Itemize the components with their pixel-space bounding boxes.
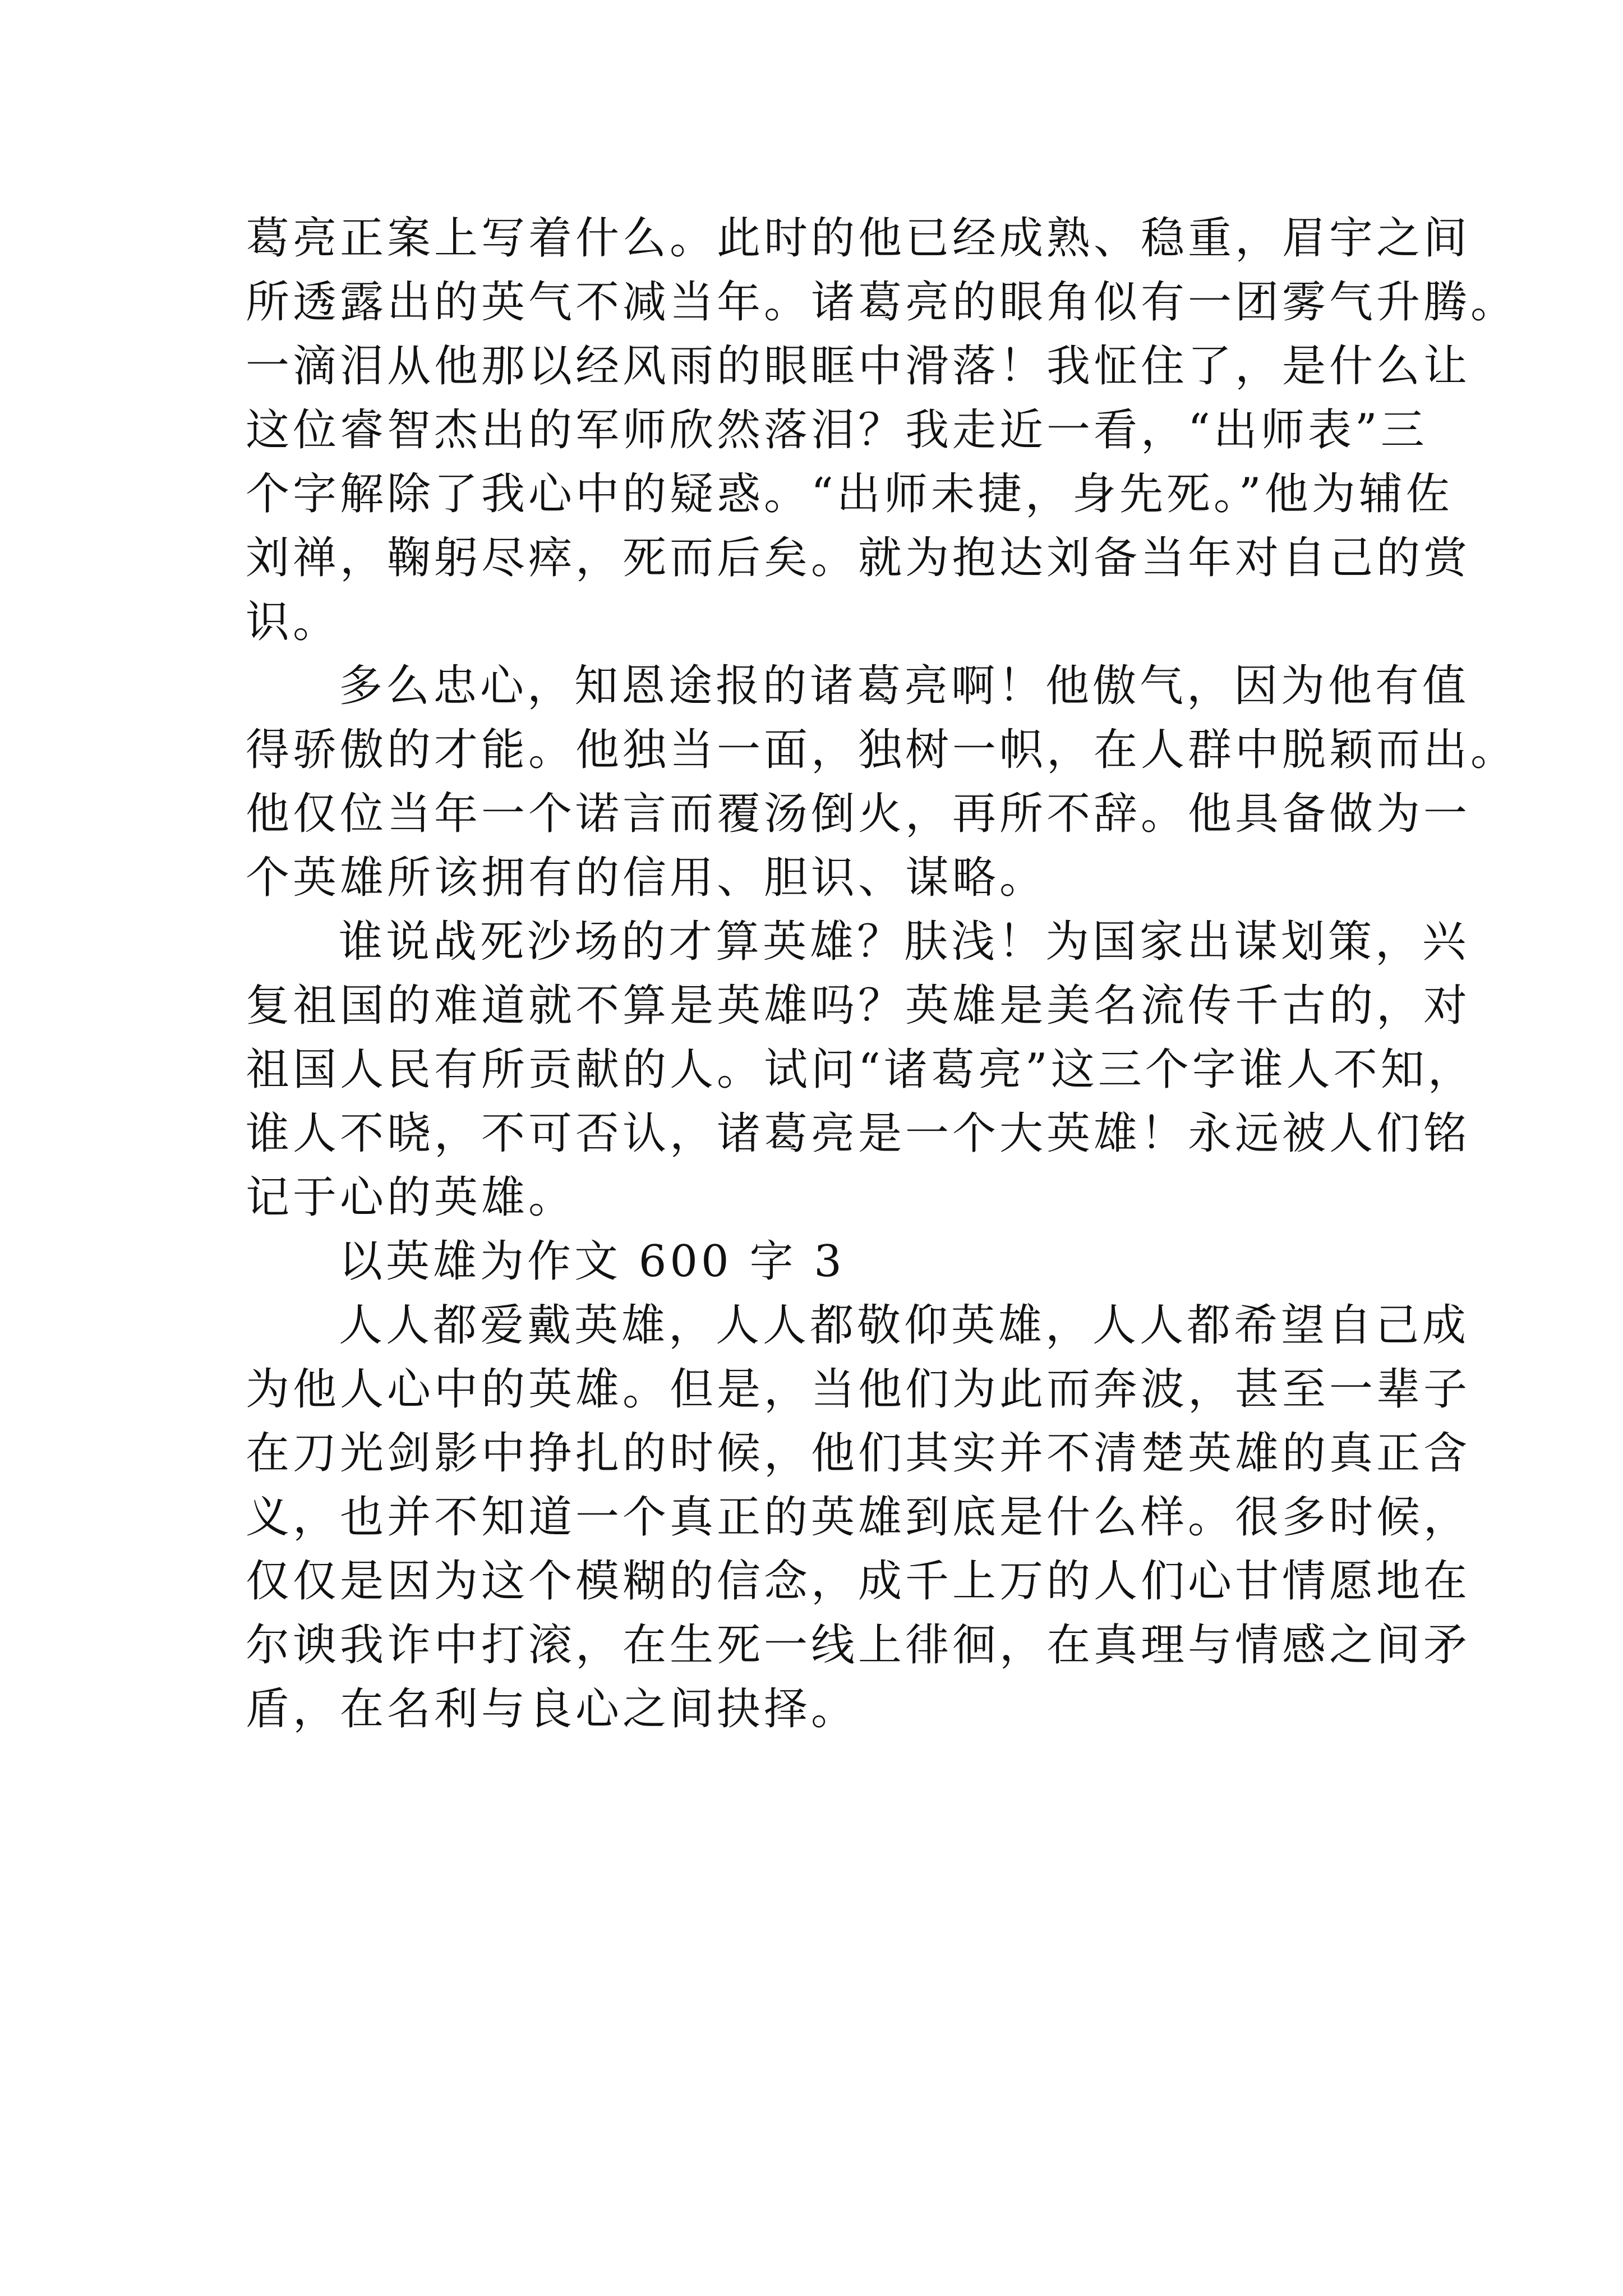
text-line: 复祖国的难道就不算是英雄吗？英雄是美名流传千古的，对: [246, 981, 1471, 1031]
text-line: 尔谀我诈中打滚，在生死一线上徘徊，在真理与情感之间矛: [246, 1620, 1471, 1671]
text-line: 得骄傲的才能。他独当一面，独树一帜，在人群中脱颖而出。: [246, 725, 1518, 775]
text-line: 个英雄所该拥有的信用、胆识、谋略。: [246, 853, 1047, 903]
text-line: 识。: [246, 597, 340, 647]
text-line: 义，也并不知道一个真正的英雄到底是什么样。很多时候，: [246, 1492, 1471, 1543]
text-line: 葛亮正案上写着什么。此时的他已经成熟、稳重，眉宇之间: [246, 213, 1471, 264]
text-line: 为他人心中的英雄。但是，当他们为此而奔波，甚至一辈子: [246, 1364, 1471, 1415]
text-line: 他仅位当年一个诺言而覆汤倒火，再所不辞。他具备做为一: [246, 789, 1471, 839]
text-line: 谁人不晓，不可否认，诸葛亮是一个大英雄！永远被人们铭: [246, 1108, 1471, 1159]
text-line: 人人都爱戴英雄，人人都敬仰英雄，人人都希望自己成: [339, 1300, 1470, 1351]
text-line: 刘禅，鞠躬尽瘁，死而后矣。就为抱达刘备当年对自己的赏: [246, 533, 1471, 583]
text-line: 仅仅是因为这个模糊的信念，成千上万的人们心甘情愿地在: [246, 1556, 1471, 1607]
text-line: 这位睿智杰出的军师欣然落泪？我走近一看，“出师表”三: [246, 405, 1428, 455]
text-line: 多么忠心，知恩途报的诸葛亮啊！他傲气，因为他有值: [339, 661, 1470, 711]
text-line: 所透露出的英气不减当年。诸葛亮的眼角似有一团雾气升腾。: [246, 277, 1518, 328]
text-line: 一滴泪从他那以经风雨的眼眶中滑落！我怔住了，是什么让: [246, 341, 1471, 392]
text-line: 盾，在名利与良心之间抉择。: [246, 1684, 859, 1734]
text-line: 在刀光剑影中挣扎的时候，他们其实并不清楚英雄的真正含: [246, 1428, 1471, 1479]
text-line: 个字解除了我心中的疑惑。“出师未捷，身先死。”他为辅佐: [246, 469, 1453, 519]
text-line: 祖国人民有所贡献的人。试问“诸葛亮”这三个字谁人不知，: [246, 1045, 1475, 1095]
text-line: 记于心的英雄。: [246, 1172, 576, 1223]
text-line: 以英雄为作文 600 字 3: [339, 1236, 845, 1287]
text-line: 谁说战死沙场的才算英雄？肤浅！为国家出谋划策，兴: [339, 917, 1470, 967]
body-text: [246, 206, 1518, 1741]
